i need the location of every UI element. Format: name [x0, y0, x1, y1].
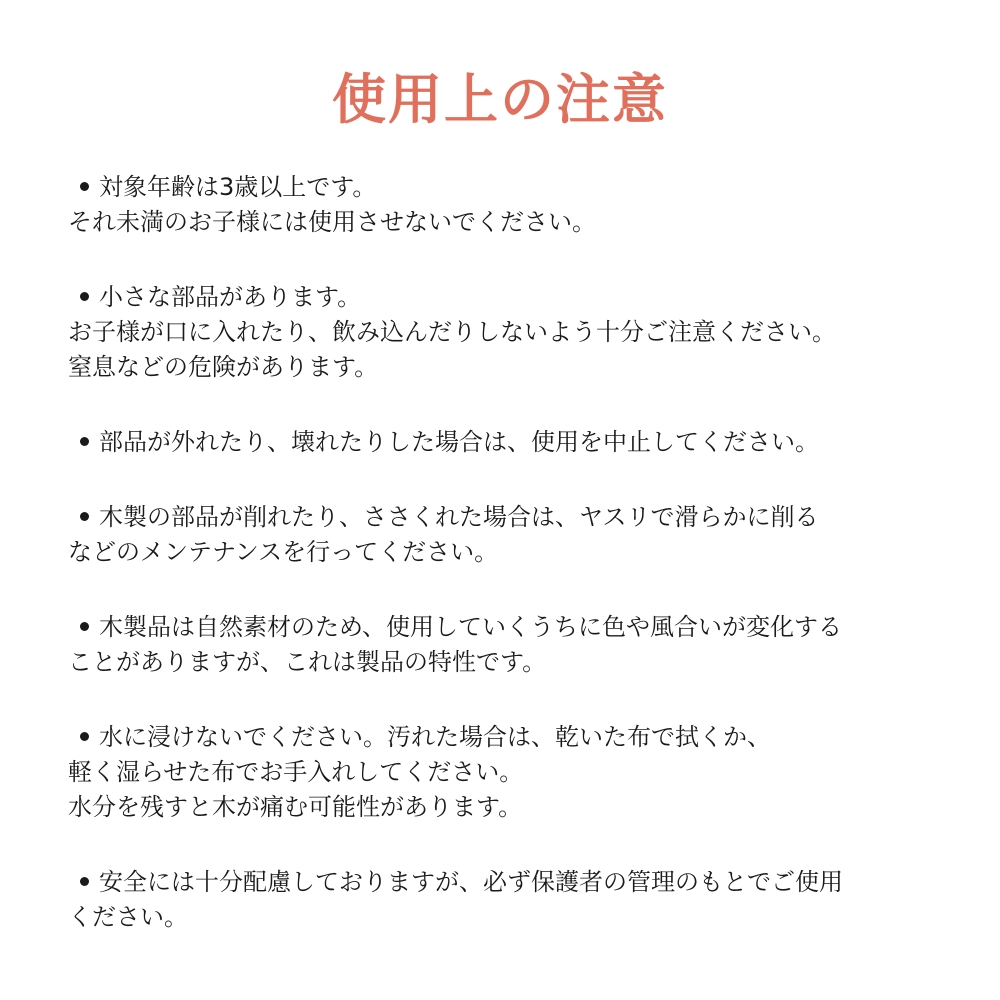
note-line: 木製の部品が削れたり、ささくれた場合は、ヤスリで滑らかに削る [68, 500, 968, 535]
note-item [68, 280, 968, 385]
note-line: それ未満のお子様には使用させないでください。 [68, 208, 596, 236]
notes-list [68, 170, 968, 975]
bullet-icon [80, 877, 89, 886]
note-line: 安全には十分配慮しておりますが、必ず保護者の管理のもとでご使用 [68, 865, 968, 900]
note-line: 部品が外れたり、壊れたりした場合は、使用を中止してください。 [68, 425, 968, 460]
note-line: お子様が口に入れたり、飲み込んだりしないよう十分ご注意ください。 [68, 318, 836, 346]
note-line: 対象年齢は3歳以上です。 [68, 170, 968, 205]
note-line: 水分を残すと木が痛む可能性があります。 [68, 793, 523, 821]
note-item [68, 500, 968, 570]
page-title: 使用上の注意 [332, 68, 668, 132]
note-line: ください。 [68, 903, 188, 931]
bullet-icon [80, 182, 89, 191]
note-line: 水に浸けないでください。汚れた場合は、乾いた布で拭くか、 [68, 720, 968, 755]
note-item [68, 610, 968, 680]
note-item [68, 425, 968, 460]
bullet-icon [80, 292, 89, 301]
note-line: 小さな部品があります。 [68, 280, 968, 315]
note-line: 軽く湿らせた布でお手入れしてください。 [68, 758, 524, 786]
note-item [68, 865, 968, 935]
note-line: などのメンテナンスを行ってください。 [68, 538, 499, 566]
bullet-icon [80, 512, 89, 521]
note-item [68, 720, 968, 825]
note-line: 窒息などの危険があります。 [68, 353, 379, 381]
note-line: ことがありますが、これは製品の特性です。 [68, 648, 547, 676]
bullet-icon [80, 732, 89, 741]
note-item [68, 170, 968, 240]
note-line: 木製品は自然素材のため、使用していくうちに色や風合いが変化する [68, 610, 968, 645]
bullet-icon [80, 622, 89, 631]
bullet-icon [80, 437, 89, 446]
